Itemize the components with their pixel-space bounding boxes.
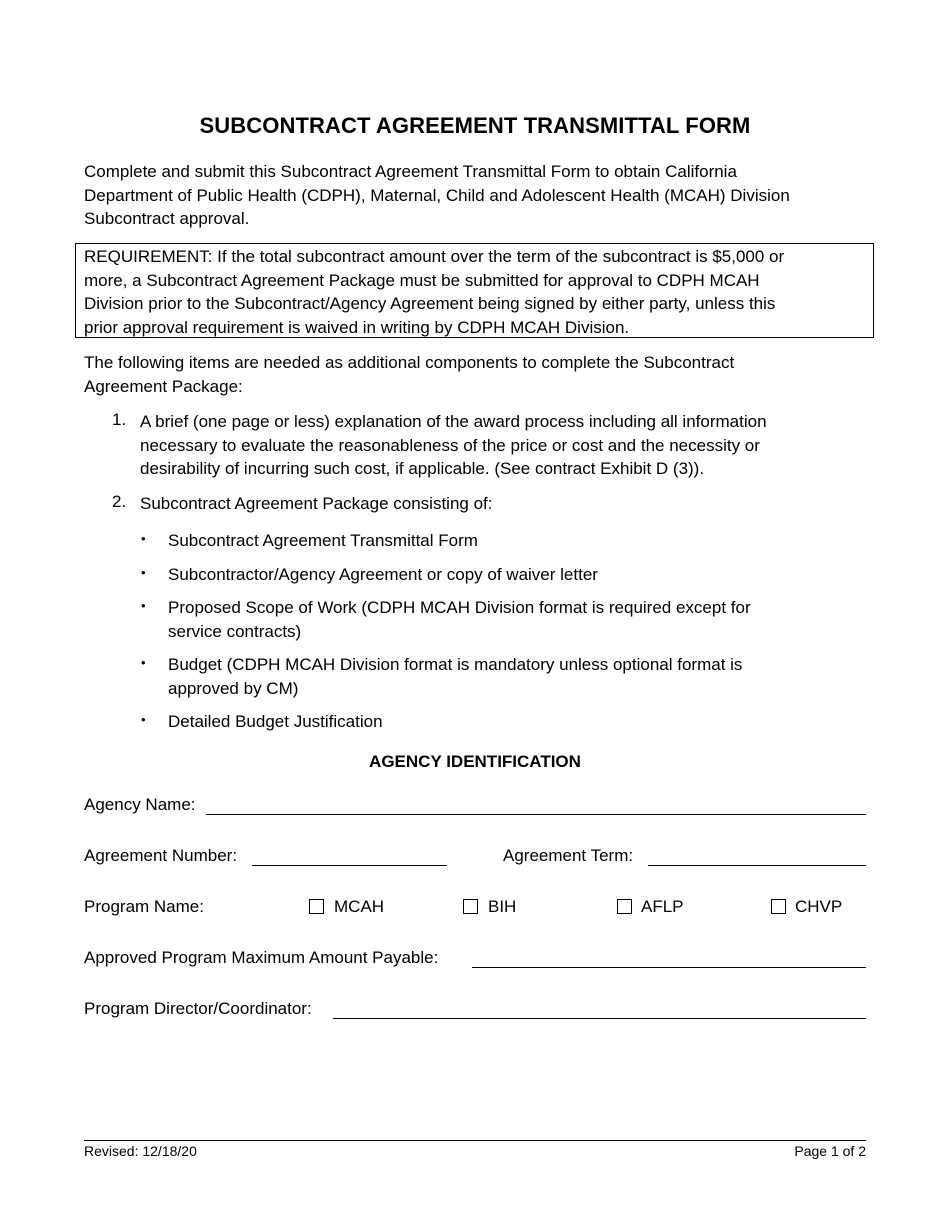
requirement-box	[75, 243, 874, 338]
bullet-icon: •	[141, 655, 146, 670]
page-number: Page 1 of 2	[794, 1143, 866, 1159]
intro-line: Department of Public Health (CDPH), Maternal, Child and Adolescent Health (MCAH) Division	[84, 185, 790, 205]
program-chvp-label: CHVP	[795, 897, 843, 916]
bullet-item	[168, 653, 848, 700]
bullet-item	[168, 563, 848, 587]
list-number: 2.	[112, 492, 127, 511]
numbered-item-line: necessary to evaluate the reasonableness of the price or cost and the necessity or	[140, 435, 760, 455]
bullet-icon: •	[141, 531, 146, 546]
program-director-label: Program Director/Coordinator:	[84, 999, 312, 1018]
numbered-item-award-explanation	[140, 410, 860, 481]
bullet-line: Proposed Scope of Work (CDPH MCAH Division format is required except for	[168, 598, 751, 617]
intro-paragraph	[84, 160, 874, 231]
requirement-line: prior approval requirement is waived in writing by CDPH MCAH Division.	[84, 317, 630, 337]
numbered-item-line: desirability of incurring such cost, if applicable. (See contract Exhibit D (3)).	[140, 459, 705, 478]
program-chvp-checkbox[interactable]	[771, 899, 786, 914]
program-name-label: Program Name:	[84, 897, 204, 916]
bullet-line: Subcontractor/Agency Agreement or copy of waiver letter	[168, 565, 598, 584]
max-amount-field[interactable]	[472, 967, 866, 968]
requirement-line: more, a Subcontract Agreement Package must be submitted for approval to CDPH MCAH	[84, 270, 760, 290]
form-title: SUBCONTRACT AGREEMENT TRANSMITTAL FORM	[199, 113, 751, 138]
items-intro	[84, 351, 874, 398]
intro-line: Subcontract approval.	[84, 209, 250, 228]
program-bih-label: BIH	[488, 897, 517, 916]
program-mcah-checkbox[interactable]	[309, 899, 324, 914]
program-director-field[interactable]	[333, 1018, 866, 1019]
program-aflp-label: AFLP	[641, 897, 684, 916]
program-mcah-label: MCAH	[334, 897, 385, 916]
agreement-term-field[interactable]	[648, 865, 866, 866]
agreement-number-label: Agreement Number:	[84, 846, 238, 865]
bullet-icon: •	[141, 712, 146, 727]
bullet-icon: •	[141, 565, 146, 580]
bullet-item	[168, 710, 848, 734]
bullet-line: approved by CM)	[168, 678, 299, 698]
agency-identification-heading: AGENCY IDENTIFICATION	[369, 752, 581, 771]
bullet-line: service contracts)	[168, 621, 302, 641]
bullet-item	[168, 529, 848, 553]
bullet-line: Detailed Budget Justification	[168, 712, 383, 731]
program-bih-checkbox[interactable]	[463, 899, 478, 914]
list-number: 1.	[112, 410, 127, 429]
revised-date: Revised: 12/18/20	[84, 1143, 197, 1159]
bullet-icon: •	[141, 598, 146, 613]
requirement-line: Division prior to the Subcontract/Agency Agreement being signed by either party, unless this	[84, 294, 776, 313]
agreement-term-label: Agreement Term:	[503, 846, 634, 865]
items-intro-line: Agreement Package:	[84, 376, 243, 396]
intro-line: Complete and submit this Subcontract Agreement Transmittal Form to obtain California	[84, 162, 737, 181]
agreement-number-field[interactable]	[252, 865, 447, 866]
program-aflp-checkbox[interactable]	[617, 899, 632, 914]
items-intro-line: The following items are needed as additional components to complete the Subcontract	[84, 353, 735, 372]
max-amount-label: Approved Program Maximum Amount Payable:	[84, 948, 439, 967]
numbered-item-line: Subcontract Agreement Package consisting of:	[140, 494, 493, 513]
footer-divider	[84, 1140, 866, 1141]
numbered-item-package	[140, 492, 860, 516]
bullet-line: Subcontract Agreement Transmittal Form	[168, 531, 478, 550]
agency-name-label: Agency Name:	[84, 795, 196, 814]
numbered-item-line: A brief (one page or less) explanation of the award process including all information	[140, 412, 767, 431]
requirement-line: REQUIREMENT: If the total subcontract amount over the term of the subcontract is $5,000 or	[84, 247, 785, 266]
bullet-item	[168, 596, 848, 643]
bullet-line: Budget (CDPH MCAH Division format is mandatory unless optional format is	[168, 655, 743, 674]
agency-name-field[interactable]	[206, 814, 866, 815]
